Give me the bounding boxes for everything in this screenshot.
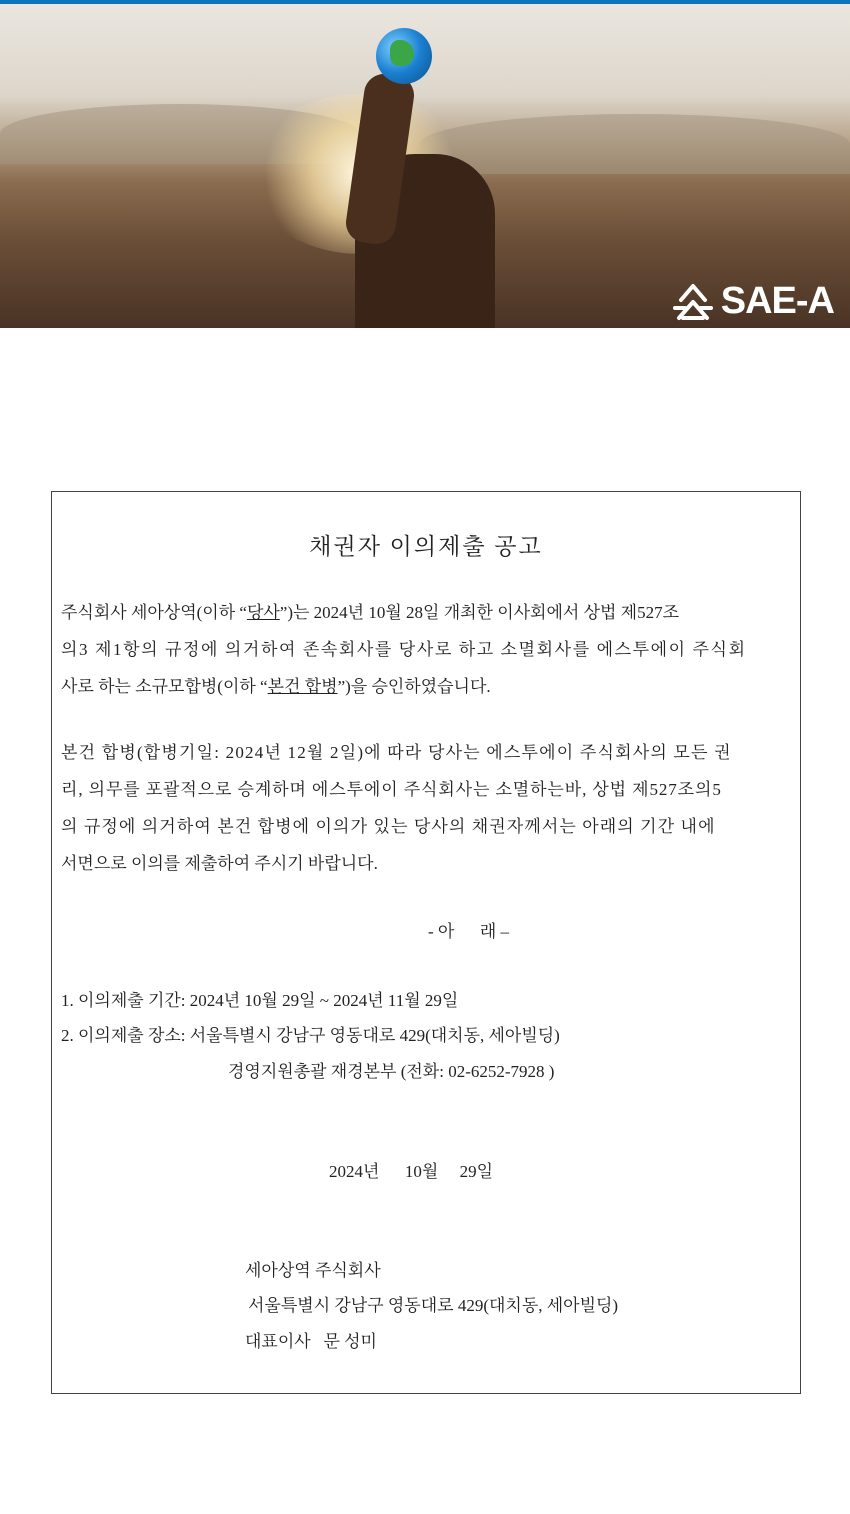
globe-icon — [376, 28, 432, 84]
ceo-name: 대표이사 문 성미 — [245, 1332, 377, 1351]
company-name: 세아상역 주식회사 — [245, 1261, 381, 1280]
para1-line: 사로 하는 소규모합병(이하 “본건 합병”)을 승인하였습니다. — [61, 677, 491, 696]
below-heading: - 아 래 – — [428, 922, 510, 941]
para1-line: 의3 제1항의 규정에 의거하여 존속회사를 당사로 하고 소멸회사를 에스투에이 주식회 — [61, 640, 747, 659]
creditor-notice — [51, 491, 801, 1394]
para2-line: 의 규정에 의거하여 본건 합병에 이의가 있는 당사의 채권자께서는 아래의 기간 내에 — [61, 817, 716, 836]
para2-line: 서면으로 이의를 제출하여 주시기 바랍니다. — [61, 854, 378, 873]
notice-title: 채권자 이의제출 공고 — [309, 534, 543, 559]
notice-date: 2024년 10월 29일 — [329, 1162, 494, 1181]
para2-line: 리, 의무를 포괄적으로 승계하며 에스투에이 주식회사는 소멸하는바, 상법 제527조의5 — [61, 780, 722, 799]
hero-banner — [0, 4, 850, 328]
para2-line: 본건 합병(합병기일: 2024년 12월 2일)에 따라 당사는 에스투에이 주식회사의 모든 권 — [61, 743, 732, 762]
department-contact: 경영지원총괄 재경본부 (전화: 02-6252-7928 ) — [228, 1062, 555, 1081]
company-address: 서울특별시 강남구 영동대로 429(대치동, 세아빌딩) — [248, 1296, 619, 1315]
period-item: 1. 이의제출 기간: 2024년 10월 29일 ~ 2024년 11월 29일 — [61, 991, 459, 1010]
paragraph-1 — [61, 594, 792, 705]
hill — [420, 114, 850, 174]
place-item: 2. 이의제출 장소: 서울특별시 강남구 영동대로 429(대치동, 세아빌딩) — [61, 1026, 560, 1045]
sae-a-logo-icon — [671, 282, 715, 322]
logo-text: SAE-A — [720, 280, 834, 322]
para1-line: 주식회사 세아상역(이하 “당사”)는 2024년 10월 28일 개최한 이사회에서 상법 제527조 — [61, 603, 680, 622]
sae-a-logo[interactable] — [671, 280, 834, 323]
paragraph-2 — [61, 734, 792, 882]
